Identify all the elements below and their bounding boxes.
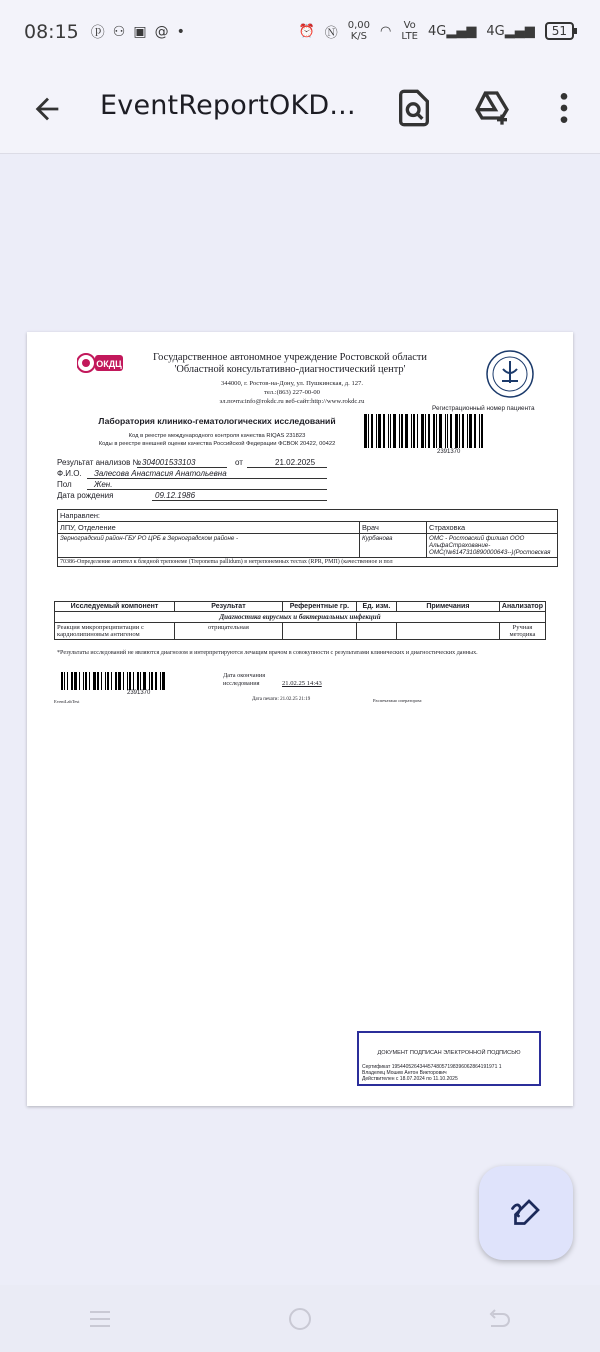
battery-icon: 51	[545, 22, 574, 40]
quality-codes: Код в реестре международного контроля качества RIQAS 231823 Коды в реестре внешней оценки качества Российской Федерации ФСВОК 20422, 00422	[98, 433, 336, 447]
printed-by: Распечатано оператором:	[373, 698, 423, 703]
barcode-bar	[129, 672, 131, 690]
pdf-page	[27, 332, 573, 1106]
home-button[interactable]	[270, 1299, 330, 1339]
signal-icon-2: 4G▂▄▆	[486, 23, 535, 39]
okdc-logo-icon	[77, 352, 123, 374]
app-bar	[0, 64, 600, 154]
footer-left: EventLabTest	[54, 699, 80, 704]
barcode-bar	[151, 672, 153, 690]
barcode-bar	[393, 414, 396, 448]
more-vertical-icon[interactable]	[544, 88, 584, 128]
barcode-bar	[162, 672, 165, 690]
sex-label: Пол	[57, 480, 72, 489]
end-date-label: Дата окончания исследования	[223, 672, 266, 687]
print-date: Дата печати: 21.02.25 21:19	[252, 697, 311, 702]
barcode-bar	[89, 672, 90, 690]
barcode-bar	[459, 414, 460, 448]
th-reference: Референтные гр.	[282, 602, 356, 612]
barcode-bar	[469, 414, 472, 448]
from-label: от	[235, 458, 243, 467]
insurance-label: Страховка	[427, 522, 558, 534]
barcode-bar	[123, 672, 124, 690]
barcode-bar	[439, 414, 442, 448]
results-table	[54, 601, 546, 640]
barcode-number: 2391370	[437, 449, 461, 455]
th-notes: Примечания	[396, 602, 499, 612]
barcode-bar	[405, 414, 408, 448]
edit-fab[interactable]	[479, 1166, 573, 1260]
barcode-bar	[61, 672, 63, 690]
at-icon: @	[154, 24, 169, 40]
footer-barcode	[61, 672, 217, 690]
barcode-bar	[433, 414, 435, 448]
barcode-bar	[378, 414, 381, 448]
barcode-bar	[85, 672, 87, 690]
barcode-bar	[368, 414, 369, 448]
table-row: Реакция микропреципитации с кардиолипиновым антигеном отрицательная Ручная методика	[55, 623, 546, 640]
barcode-bar	[462, 414, 464, 448]
doctor-value: Курбанова	[360, 534, 427, 558]
result-date: 21.02.2025	[275, 458, 316, 467]
result-label: Результат анализов №	[57, 458, 142, 467]
patient-barcode	[364, 414, 537, 448]
signal-icon-1: 4G▂▄▆	[428, 23, 477, 39]
people-icon: ⚇	[112, 24, 126, 40]
insurance-value: ОМС - Ростовский филиал ООО АльфаСтрахование-ОМС(№6147310890000643--)(Ростовская	[427, 534, 558, 558]
status-icons-right	[299, 20, 574, 42]
barcode-bar	[447, 414, 448, 448]
barcode-bar	[83, 672, 84, 690]
electronic-signature-box	[357, 1031, 541, 1086]
alarm-icon: ⏰	[298, 23, 315, 39]
google-drive-add-icon[interactable]	[472, 88, 512, 128]
barcode-bar	[133, 672, 134, 690]
edit-annotate-icon	[508, 1195, 544, 1231]
result-number: 304001533103	[142, 458, 196, 467]
patient-name: Залесова Анастасия Анатольевна	[94, 469, 227, 478]
barcode-bar	[383, 414, 385, 448]
volte-indicator: Vo LTE	[401, 20, 418, 42]
barcode-bar	[97, 672, 99, 690]
barcode-bar	[371, 414, 373, 448]
back-button[interactable]	[470, 1299, 530, 1339]
barcode-bar	[479, 414, 480, 448]
barcode-bar	[74, 672, 77, 690]
doctor-label: Врач	[360, 522, 427, 534]
referral-table	[57, 509, 558, 567]
barcode-bar	[417, 414, 418, 448]
barcode-bar	[388, 414, 389, 448]
notification-icons	[91, 22, 185, 42]
barcode-bar	[411, 414, 412, 448]
barcode-bar	[79, 672, 80, 690]
logo-text: ОКДЦ	[96, 359, 122, 369]
esig-validity: Действителен с 18.07.2024 по 11.10.2025	[362, 1076, 458, 1082]
end-date-value: 21.02.25 14:43	[282, 680, 322, 687]
esig-owner: Владелец Мошев Антон Викторович	[362, 1070, 447, 1076]
barcode-bar	[118, 672, 121, 690]
barcode-bar	[115, 672, 117, 690]
barcode-bar	[64, 672, 65, 690]
barcode-bar	[111, 672, 112, 690]
barcode-bar	[413, 414, 415, 448]
barcode-bar	[481, 414, 483, 448]
back-curve-icon	[487, 1308, 513, 1330]
barcode-bar	[399, 414, 400, 448]
barcode-bar	[390, 414, 391, 448]
th-result: Результат	[174, 602, 282, 612]
directed-label: Направлен:	[58, 510, 558, 522]
barcode-bar	[101, 672, 102, 690]
barcode-bar	[428, 414, 430, 448]
barcode-bar	[450, 414, 452, 448]
esig-title: ДОКУМЕНТ ПОДПИСАН ЭЛЕКТРОННОЙ ПОДПИСЬЮ	[377, 1050, 521, 1056]
barcode-bar	[467, 414, 468, 448]
section-title: Диагностика вирусных и бактериальных инфекций	[55, 612, 546, 623]
lpu-value: Зерноградский район-ГБУ РО ЦРБ в Зерноградском районе -	[58, 534, 360, 558]
menu-lines-icon	[88, 1308, 112, 1330]
wifi-icon: ◠	[380, 23, 392, 39]
barcode-bar	[376, 414, 377, 448]
barcode-bar	[105, 672, 106, 690]
disclaimer-note: *Результаты исследований не являются диагнозом и интерпретируются лечащим врачом в совокупности с результатами клинических и диагностических данных.	[57, 650, 478, 656]
barcode-bar	[155, 672, 157, 690]
iso-seal-icon	[485, 349, 535, 399]
barcode-bar	[140, 672, 141, 690]
patient-dob: 09.12.1986	[155, 491, 196, 500]
patient-sex: Жен.	[94, 480, 113, 489]
barcode-bar	[67, 672, 68, 690]
app-icon: ▣	[133, 24, 147, 40]
org-contacts: 344000, г. Ростов-на-Дону, ул. Пушкинская, д. 127. тел.:(863) 227-00-00 эл.почта:info@rokdc.ru веб-сайт:http://www.rokdc.ru	[219, 380, 365, 405]
reg-number-label: Регистрационный номер пациента	[432, 405, 535, 412]
document-title: EventReportOKD...	[100, 90, 356, 121]
barcode-bar	[93, 672, 96, 690]
th-component: Исследуемый компонент	[55, 602, 175, 612]
esig-certificate: Сертификат 19544052643445748057198396062864191971 1	[362, 1064, 502, 1070]
dob-label: Дата рождения	[57, 491, 114, 500]
barcode-bar	[401, 414, 403, 448]
th-unit: Ед. изм.	[356, 602, 396, 612]
nfc-icon: Ⓝ	[324, 25, 338, 41]
barcode-bar	[421, 414, 424, 448]
barcode-bar	[149, 672, 150, 690]
barcode-bar	[445, 414, 446, 448]
recent-apps-button[interactable]	[70, 1299, 130, 1339]
barcode-bar	[143, 672, 146, 690]
system-nav-bar	[0, 1285, 600, 1352]
barcode-bar	[107, 672, 109, 690]
barcode-bar	[137, 672, 139, 690]
barcode-bar	[127, 672, 128, 690]
barcode-bar	[436, 414, 437, 448]
barcode-bar	[71, 672, 73, 690]
document-search-icon[interactable]	[394, 88, 434, 128]
test-line: 70386-Определение антител к бледной трепонеме (Treponema pallidum) в нетрепонемных тестах (RPR, РМП) (качественное и пол	[58, 558, 558, 567]
net-speed: 0,00 K/S	[347, 20, 371, 42]
barcode-bar	[474, 414, 476, 448]
footer-barcode-number: 2391370	[127, 690, 151, 696]
dot-icon: •	[176, 24, 185, 40]
pinterest-icon: ⓟ	[90, 25, 105, 41]
barcode-bar	[425, 414, 426, 448]
org-header: Государственное автономное учреждение Ростовской области 'Областной консультативно-диагностический центр'	[153, 352, 427, 375]
lab-title: Лаборатория клинико-гематологических исследований	[98, 416, 336, 426]
arrow-left-icon[interactable]	[30, 92, 64, 126]
barcode-bar	[455, 414, 458, 448]
status-time: 08:15	[24, 21, 79, 43]
barcode-bar	[160, 672, 161, 690]
home-circle-icon	[287, 1306, 313, 1332]
lpu-label: ЛПУ, Отделение	[58, 522, 360, 534]
th-analyzer: Анализатор	[499, 602, 545, 612]
status-bar	[0, 0, 600, 64]
fio-label: Ф.И.О.	[57, 469, 82, 478]
